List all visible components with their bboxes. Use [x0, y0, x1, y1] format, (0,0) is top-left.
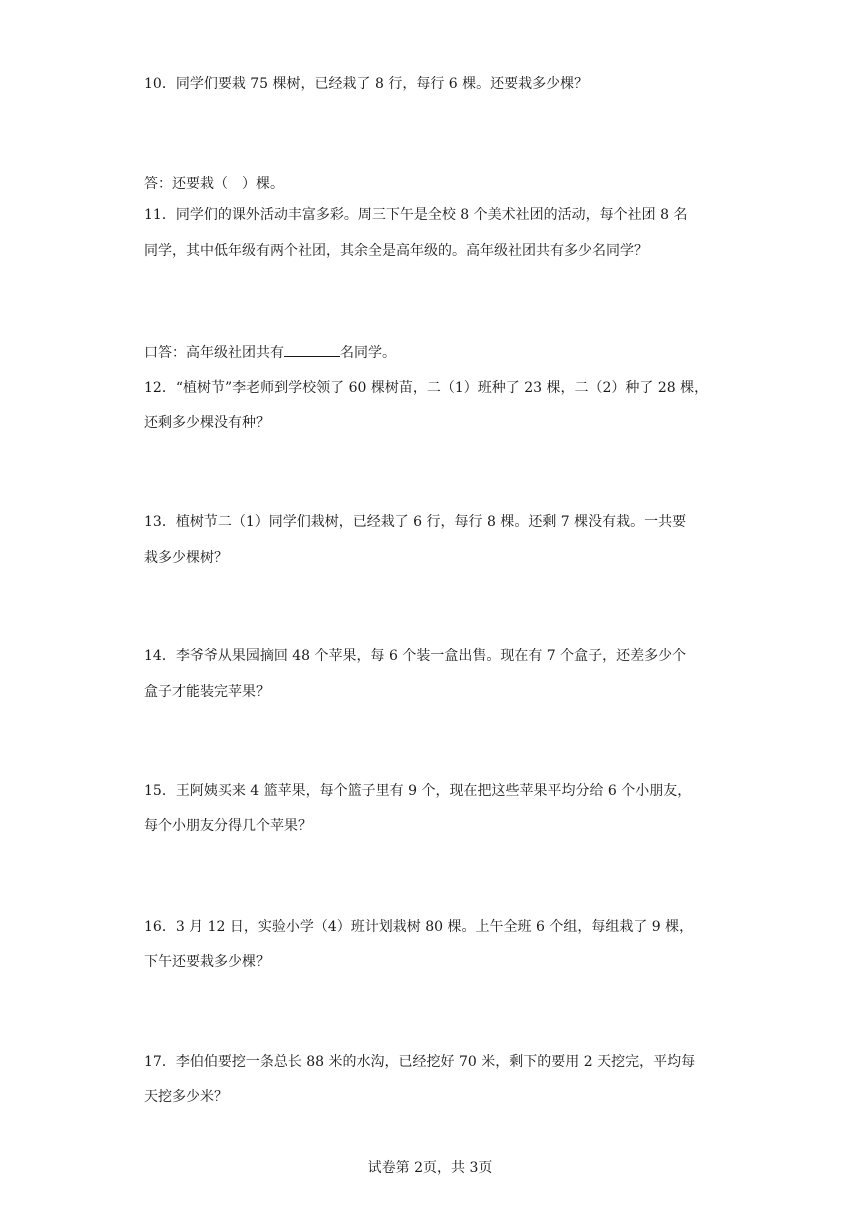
question-text-continued: 还剩多少棵没有种？ [144, 415, 270, 431]
answer-line-10: 答：还要栽（ ）棵。 [144, 176, 284, 192]
question-14 [144, 646, 686, 666]
question-text-continued: 栽多少棵树？ [144, 550, 228, 566]
question-number: 12． [144, 380, 176, 396]
answer-line-11 [144, 342, 396, 363]
answer-prefix: 口答：高年级社团共有 [144, 345, 284, 361]
question-text: 3 月 12 日，实验小学（4）班计划栽树 80 棵。上午全班 6 个组，每组栽了 9 棵， [175, 919, 694, 935]
question-10 [144, 74, 588, 94]
question-text-continued: 每个小朋友分得几个苹果？ [144, 818, 312, 834]
question-text: 李伯伯要挖一条总长 88 米的水沟，已经挖好 70 米，剩下的要用 2 天挖完，平均每 [175, 1054, 696, 1070]
question-text: 王阿姨买来 4 篮苹果，每个篮子里有 9 个，现在把这些苹果平均分给 6 个小朋友， [175, 783, 692, 799]
question-text-continued: 同学，其中低年级有两个社团，其余全是高年级的。高年级社团共有多少名同学？ [144, 243, 648, 259]
question-text-continued: 盒子才能装完苹果？ [144, 684, 270, 700]
question-13 [144, 512, 686, 532]
question-text: 李爷爷从果园摘回 48 个苹果，每 6 个装一盒出售。现在有 7 个盒子，还差多少个 [175, 648, 687, 664]
question-number: 14． [144, 648, 176, 664]
question-number: 17． [144, 1054, 176, 1070]
question-number: 16． [144, 919, 176, 935]
question-text: “植树节”李老师到学校领了 60 棵树苗，二（1）班种了 23 棵，二（2）种了 28 棵， [175, 380, 709, 396]
question-number: 10． [144, 76, 176, 92]
question-text: 同学们的课外活动丰富多彩。周三下午是全校 8 个美术社团的活动，每个社团 8 名 [175, 207, 688, 223]
question-number: 15． [144, 783, 176, 799]
question-text-continued: 下午还要栽多少棵？ [144, 954, 270, 970]
page-footer: 试卷第 2页，共 3页 [367, 1160, 493, 1176]
answer-suffix: 名同学。 [340, 345, 396, 361]
question-17 [144, 1052, 695, 1072]
question-16 [144, 917, 693, 937]
question-text: 同学们要栽 75 棵树，已经栽了 8 行，每行 6 棵。还要栽多少棵？ [175, 76, 589, 92]
question-11 [144, 205, 687, 225]
question-12 [144, 378, 708, 398]
answer-blank[interactable] [284, 342, 340, 357]
question-number: 13． [144, 514, 176, 530]
question-number: 11． [144, 207, 176, 223]
question-text-continued: 天挖多少米？ [144, 1089, 228, 1105]
question-text: 植树节二（1）同学们栽树，已经栽了 6 行，每行 8 棵。还剩 7 棵没有栽。一共要 [175, 514, 687, 530]
question-15 [144, 781, 691, 801]
